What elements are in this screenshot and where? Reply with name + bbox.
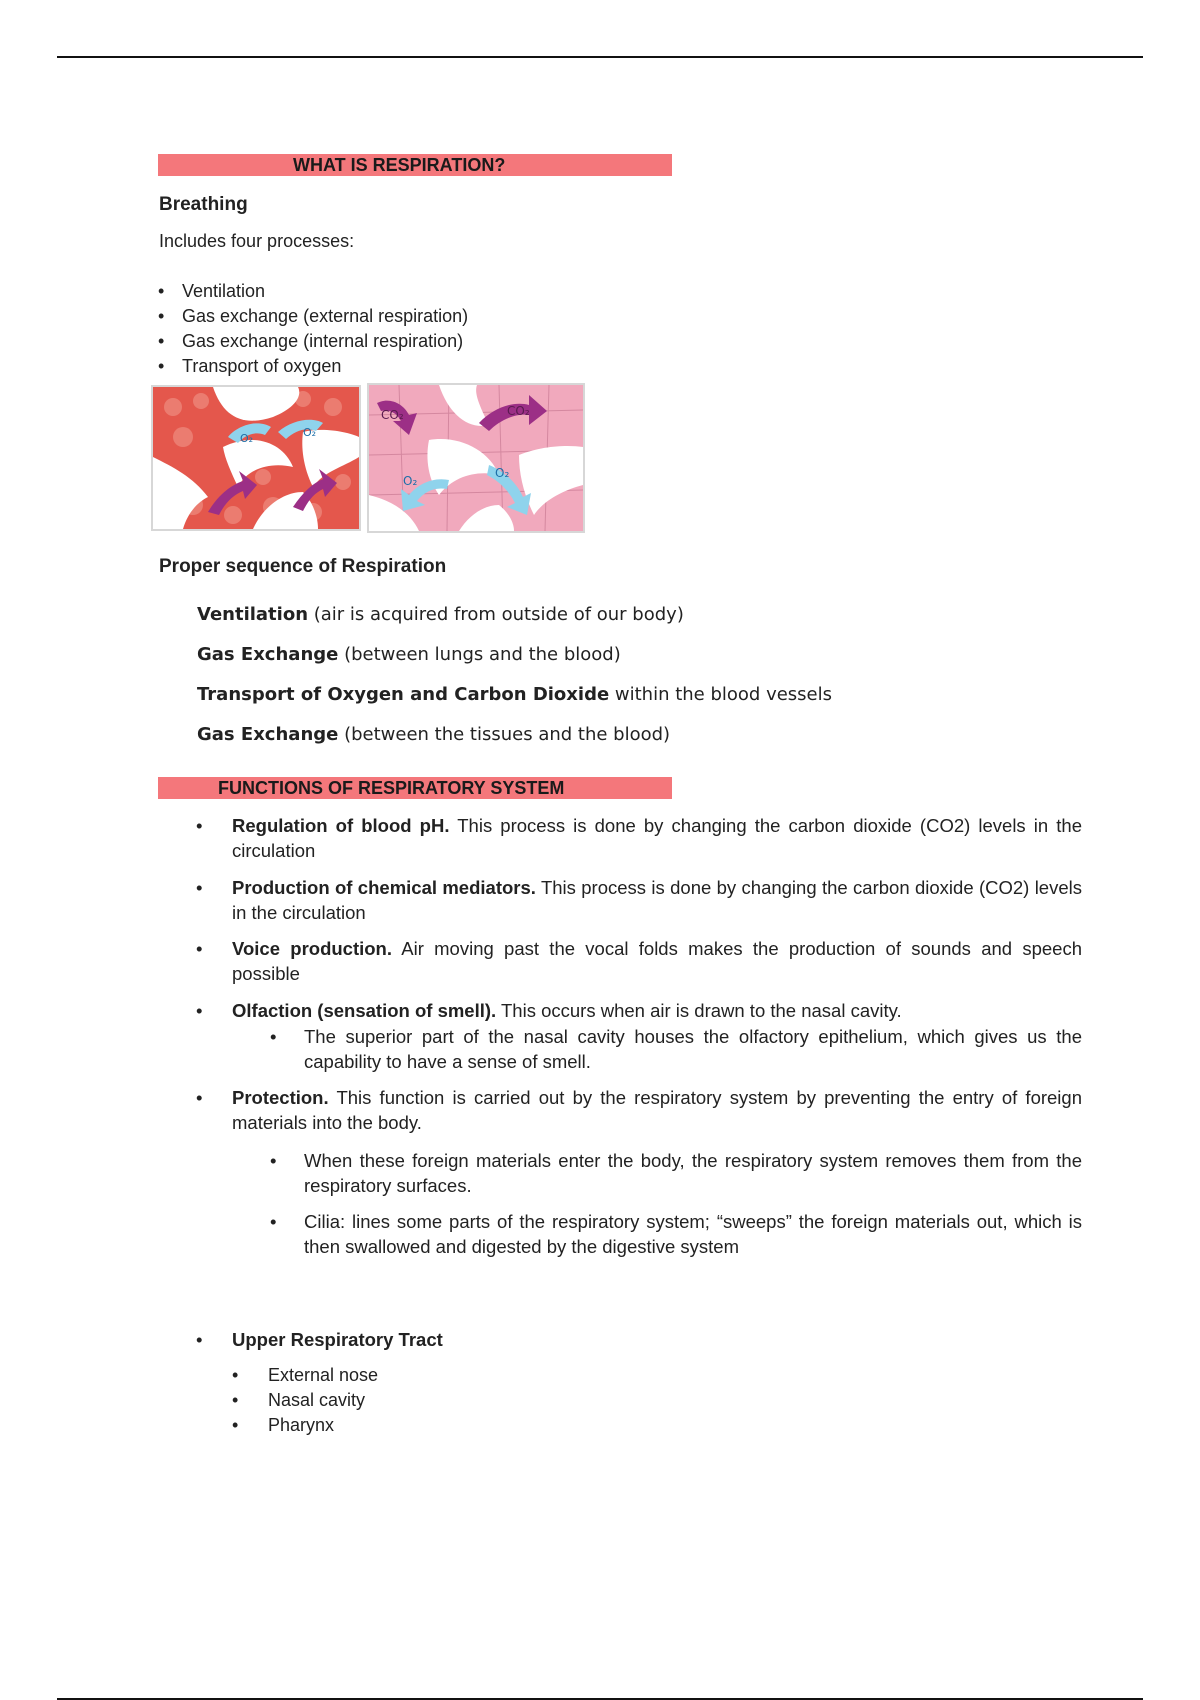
tissue-cells-svg (369, 385, 583, 531)
function-desc: This process is done by changing the carbon dioxide (CO2) levels in the circulation (232, 815, 1082, 861)
upper-tract-list (232, 1363, 378, 1438)
function-term: Production of chemical mediators. (232, 877, 536, 898)
function-desc: Air moving past the vocal folds makes the production of sounds and speech possible (232, 938, 1082, 984)
function-desc: This function is carried out by the respiratory system by preventing the entry of foreign materials into the body. (232, 1087, 1082, 1133)
list-item: • Pharynx (232, 1413, 378, 1438)
protection-subitem: • When these foreign materials enter the body, the respiratory system removes them from the respiratory surfaces. (270, 1150, 1082, 1196)
section-banner-respiration (158, 154, 672, 176)
figure-label: O₂ (403, 474, 418, 488)
sequence-step (197, 644, 621, 665)
step-term: Gas Exchange (197, 724, 339, 745)
figure-label: CO₂ (381, 408, 404, 422)
upper-tract-heading: • Upper Respiratory Tract (196, 1329, 443, 1350)
figure-label: O₂ (495, 466, 510, 480)
subitem-text: The superior part of the nasal cavity houses the olfactory epithelium, which gives us the capability to have a sense of smell. (304, 1026, 1082, 1072)
step-desc: (between the tissues and the blood) (338, 724, 671, 745)
list-item: • Transport of oxygen (158, 354, 468, 379)
figure-label: O₂ (303, 426, 317, 439)
function-item: • Voice production. Air moving past the vocal folds makes the production of sounds and speech possible (196, 938, 1082, 984)
function-desc: This occurs when air is drawn to the nasal cavity. (496, 1000, 902, 1021)
function-item: • Regulation of blood pH. This process is done by changing the carbon dioxide (CO2) levels in the circulation (196, 815, 1082, 861)
list-item: • Nasal cavity (232, 1388, 378, 1413)
top-rule (57, 56, 1143, 58)
process-list (158, 279, 468, 379)
subheading-breathing: Breathing (159, 194, 248, 215)
function-item: • Production of chemical mediators. This process is done by changing the carbon dioxide (CO2) levels in the circulation (196, 877, 1082, 923)
subitem-text: When these foreign materials enter the body, the respiratory system removes them from the respiratory surfaces. (304, 1150, 1082, 1196)
figure-label: O₂ (240, 432, 254, 445)
lung-tissue-illustration (151, 385, 361, 531)
tissue-cells-illustration (367, 383, 585, 533)
figure-label: CO₂ (507, 404, 530, 418)
section-title: WHAT IS RESPIRATION? (293, 155, 506, 175)
list-item: • Ventilation (158, 279, 468, 304)
sequence-step (197, 604, 684, 625)
list-item: • Gas exchange (internal respiration) (158, 329, 468, 354)
function-term: Protection. (232, 1087, 329, 1108)
section-title: FUNCTIONS OF RESPIRATORY SYSTEM (218, 778, 565, 798)
list-item: • Gas exchange (external respiration) (158, 304, 468, 329)
subitem-text: Cilia: lines some parts of the respiratory system; “sweeps” the foreign materials out, which is then swallowed and digested by the digestive system (304, 1211, 1082, 1257)
function-item: • Olfaction (sensation of smell). This occurs when air is drawn to the nasal cavity. (196, 1000, 902, 1021)
lung-tissue-svg (153, 387, 359, 529)
section-banner-functions (158, 777, 672, 799)
function-term: Regulation of blood pH. (232, 815, 450, 836)
function-term: Olfaction (sensation of smell). (232, 1000, 497, 1021)
olfaction-subitem: • The superior part of the nasal cavity houses the olfactory epithelium, which gives us the capability to have a sense of smell. (270, 1026, 1082, 1072)
function-term: Voice production. (232, 938, 392, 959)
step-desc: within the blood vessels (609, 684, 833, 705)
function-desc: This process is done by changing the carbon dioxide (CO2) levels in the circulation (232, 877, 1082, 923)
step-desc: (air is acquired from outside of our body) (308, 604, 684, 625)
step-term: Transport of Oxygen and Carbon Dioxide (197, 684, 610, 705)
intro-text: Includes four processes: (159, 231, 355, 251)
upper-tract-title: Upper Respiratory Tract (232, 1329, 443, 1350)
step-term: Ventilation (197, 604, 309, 625)
step-term: Gas Exchange (197, 644, 339, 665)
sequence-step (197, 684, 832, 705)
function-item: • Protection. This function is carried out by the respiratory system by preventing the entry of foreign materials into the body. (196, 1087, 1082, 1133)
protection-subitem: • Cilia: lines some parts of the respiratory system; “sweeps” the foreign materials out, which is then swallowed and digested by the digestive system (270, 1211, 1082, 1257)
list-item: • External nose (232, 1363, 378, 1388)
sequence-heading: Proper sequence of Respiration (159, 556, 447, 577)
sequence-step (197, 724, 670, 745)
step-desc: (between lungs and the blood) (338, 644, 621, 665)
